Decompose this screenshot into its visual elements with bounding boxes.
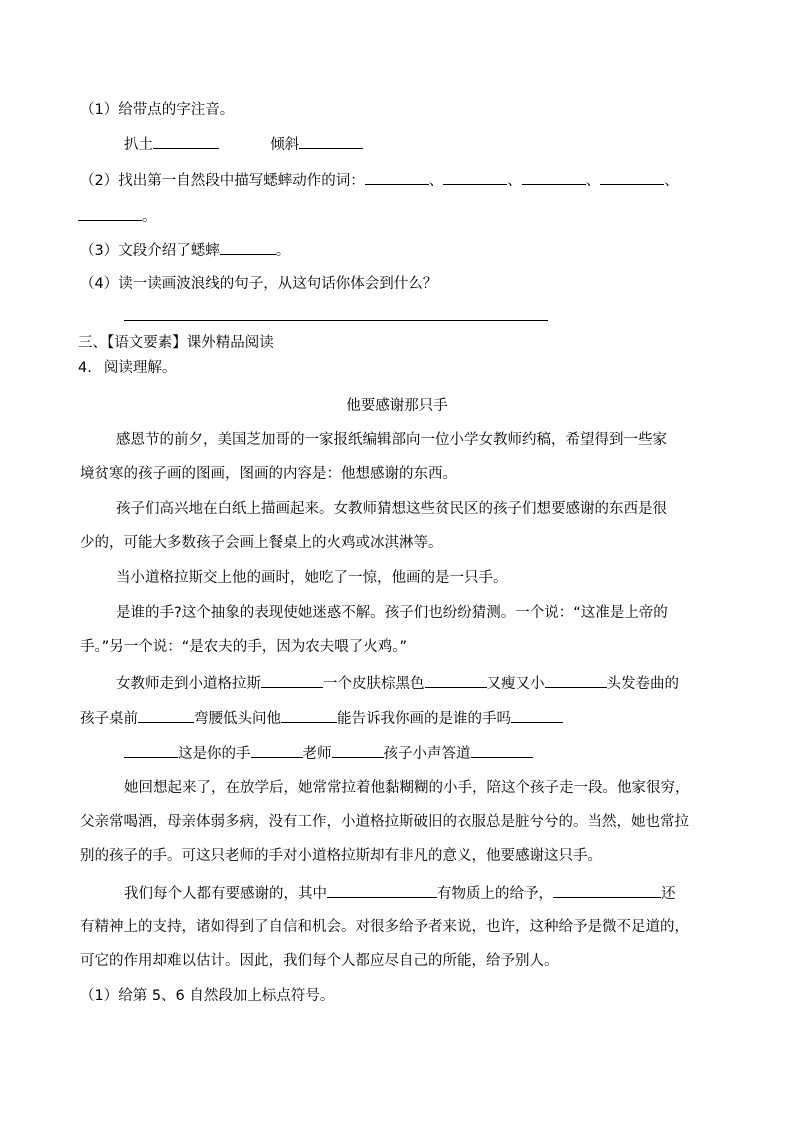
section-heading: 三、【语文要素】课外精品阅读 [78,335,274,351]
word-2: 倾斜 [270,137,300,153]
p2-line-2: 少的，可能大多数孩子会画上餐桌上的火鸡或冰淇淋等。 [80,535,443,551]
blank-fill-2[interactable] [553,883,661,898]
bottom-question-1: （1）给第 5、6 自然段加上标点符号。 [80,988,335,1004]
p3-line-1: 当小道格拉斯交上他的画时，她吃了一惊，他画的是一只手。 [116,570,508,586]
question-1 [80,100,234,120]
section-instruction: 4. 阅读理解。 [78,360,177,376]
p6-line-1: 这是你的手 老师 孩子小声答道 [124,743,533,764]
blank-punct-7[interactable] [124,743,178,758]
p5-line-1: 女教师走到小道格拉斯 一个皮肤棕黑色 又瘦又小 头发卷曲的 [116,673,679,694]
p2-line-1: 孩子们高兴地在白纸上描画起来。女教师猜想这些贫民区的孩子们想要感谢的东西是很 [116,501,667,517]
blank-punct-5[interactable] [281,708,337,723]
p7-line-3: 别的孩子的手。可这只老师的手对小道格拉斯却有非凡的意义，他要感谢这只手。 [80,848,602,864]
question-number: 4. [78,360,92,376]
p1-line-2: 境贫寒的孩子画的图画，图画的内容是：他想感谢的东西。 [80,466,457,482]
p4-line-1: 是谁的手?这个抽象的表现使她迷惑不解。孩子们也纷纷猜测。一个说：“这准是上帝的 [116,605,668,621]
p4-line-2: 手。”另一个说：“是农夫的手，因为农夫喂了火鸡。” [80,639,408,655]
blank-pinyin-2[interactable] [299,134,363,149]
question-2: （2）找出第一自然段中描写蟋蟀动作的词： 、 、 、 、 [80,170,679,191]
blank-punct-2[interactable] [425,673,487,688]
blank-punct-10[interactable] [471,743,533,758]
p8-line-1: 我们每个人都有要感谢的，其中 有物质上的给予， 还 [124,883,676,904]
p7-line-2: 父亲常喝酒，母亲体弱多病，没有工作，小道格拉斯破旧的衣服总是脏兮兮的。当然，她也常拉 [80,814,689,830]
blank-punct-3[interactable] [545,673,607,688]
blank-punct-4[interactable] [138,708,194,723]
blank-punct-1[interactable] [261,673,323,688]
blank-punct-8[interactable] [251,743,303,758]
blank-verb-5[interactable] [78,206,142,221]
blank-pinyin-1[interactable] [153,134,219,149]
blank-verb-4[interactable] [600,170,664,185]
p7-line-1: 她回想起来了，在放学后，她常常拉着他黏糊糊的小手，陪这个孩子走一段。他家很穷， [124,780,690,796]
p8-line-2: 有精神上的支持，诸如得到了自信和机会。对很多给予者来说，也许，这种给予是微不足道的， [80,919,689,935]
question-2-text: （2）找出第一自然段中描写蟋蟀动作的词： [80,173,365,189]
question-3: （3）文段介绍了蟋蟀 。 [80,240,290,261]
p5-line-2: 孩子桌前 弯腰低头问他 能告诉我你画的是谁的手吗 [80,708,563,729]
question-4-text: （4）读一读画波浪线的句子，从这句话你体会到什么？ [80,276,438,292]
pinyin-row [124,134,363,155]
passage-title: 他要感谢那只手 [346,398,448,414]
blank-verb-1[interactable] [365,170,429,185]
blank-introduce[interactable] [220,240,276,255]
p1-line-1: 感恩节的前夕，美国芝加哥的一家报纸编辑部向一位小学女教师约稿，希望得到一些家 [116,432,667,448]
blank-punct-9[interactable] [332,743,384,758]
word-1: 扒土 [124,137,153,153]
blank-fill-1[interactable] [327,883,437,898]
answer-line[interactable] [124,320,548,321]
question-1-text: （1）给带点的字注音。 [80,102,235,118]
p8-line-3: 可它的作用却难以估计。因此，我们每个人都应尽自己的所能，给予别人。 [80,953,559,969]
question-3-text: （3）文段介绍了蟋蟀 [80,243,220,259]
question-4 [80,274,437,294]
blank-punct-6[interactable] [511,708,563,723]
blank-verb-3[interactable] [522,170,586,185]
blank-verb-2[interactable] [443,170,507,185]
question-2-cont: 。 [78,206,157,227]
